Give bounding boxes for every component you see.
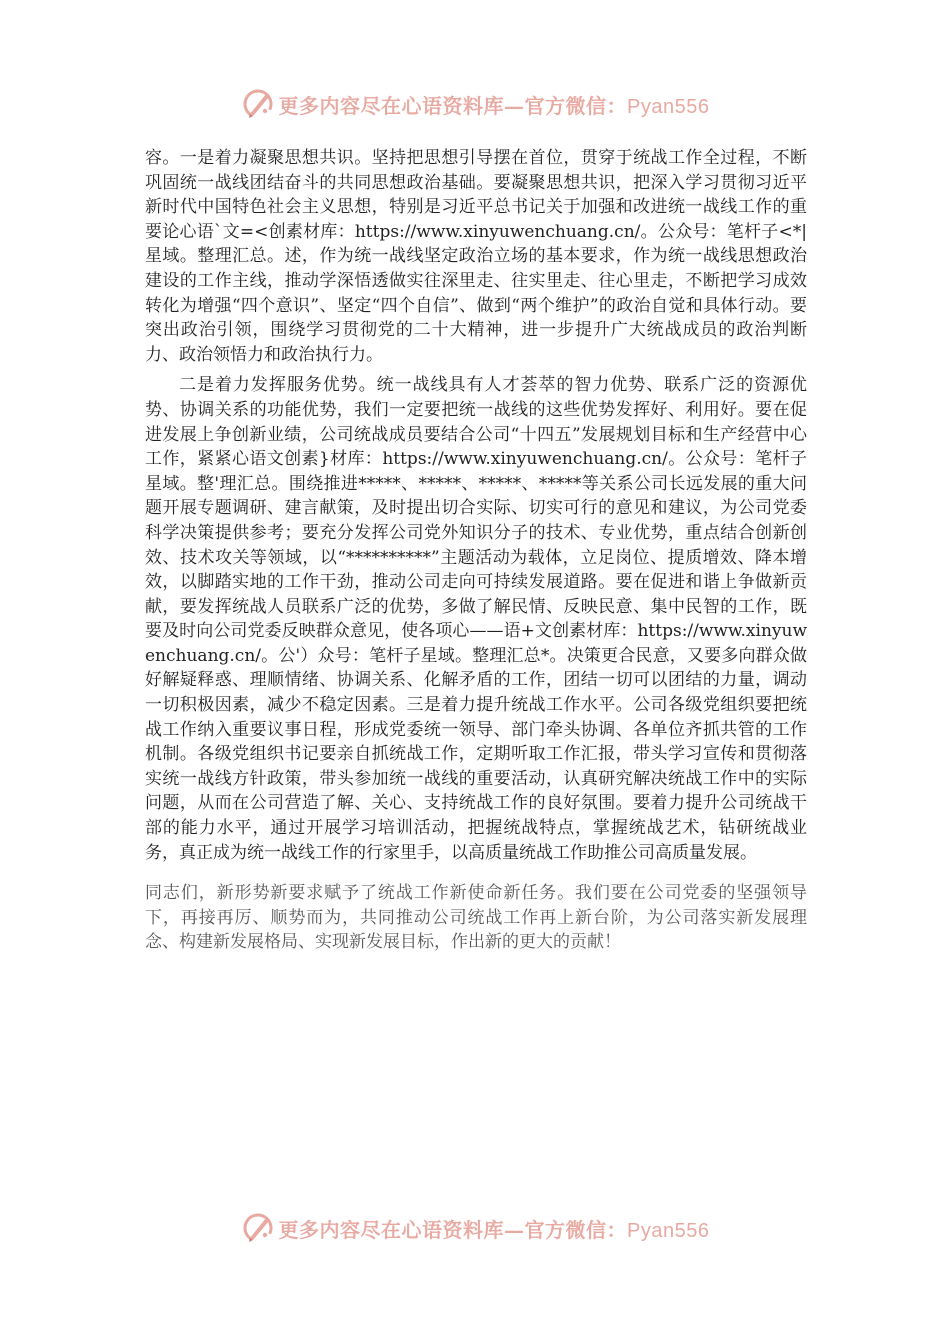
header-wechat-id: Pyan556 <box>627 95 710 118</box>
paragraph-1: 容。一是着力凝聚思想共识。坚持把思想引导摆在首位，贯穿于统战工作全过程，不断巩固统一战线团结奋斗的共同思想政治基础。要凝聚思想共识，把深入学习贯彻习近平新时代中国特色社会主义思想，特别是习近平总书记关于加强和改进统一战线工作的重要论心语`文=<创素材库：https://www.xinyuwenchuang.cn/。公众号：笔杆子<*|星域。整理汇总。述，作为统一战线坚定政治立场的基本要求，作为统一战线思想政治建设的工作主线，推动学深悟透做实往深里走、往实里走、往心里走，不断把学习成效转化为增强“四个意识”、坚定“四个自信”、做到“两个维护”的政治自觉和具体行动。要突出政治引领，围绕学习贯彻党的二十大精神，进一步提升广大统战成员的政治判断力、政治领悟力和政治执行力。 <box>145 148 807 365</box>
paragraph-closing: 同志们，新形势新要求赋予了统战工作新使命新任务。我们要在公司党委的坚强领导下，再接再厉、顺势而为，共同推动公司统战工作再上新台阶，为公司落实新发展理念、构建新发展格局、实现新发展目标，作出新的更大的贡献！ <box>145 883 807 953</box>
header-banner <box>0 84 950 124</box>
footer-banner-text <box>279 1214 710 1243</box>
footer-wechat-id: Pyan556 <box>627 1219 710 1242</box>
header-banner-text <box>279 90 710 119</box>
footer-banner <box>0 1208 950 1248</box>
paragraph-2: 二是着力发挥服务优势。统一战线具有人才荟萃的智力优势、联系广泛的资源优势、协调关系的功能优势，我们一定要把统一战线的这些优势发挥好、利用好。要在促进发展上争创新业绩，公司统战成员要结合公司“十四五”发展规划目标和生产经营中心工作，紧紧心语文创素}材库：https://www.xinyuwenchuang.cn/。公众号：笔杆子星域。整'理汇总。围绕推进*****、*****、*****、*****等关系公司长远发展的重大问题开展专题调研、建言献策，及时提出切合实际、切实可行的意见和建议，为公司党委科学决策提供参考；要充分发挥公司党外知识分子的技术、专业优势，重点结合创新创效、技术攻关等领域，以“**********”主题活动为载体，立足岗位、提质增效、降本增效，以脚踏实地的工作干劲，推动公司走向可持续发展道路。要在促进和谐上争做新贡献，要发挥统战人员联系广泛的优势，多做了解民情、反映民意、集中民智的工作，既要及时向公司党委反映群众意见，使各项心——语+文创素材库：https://www.xinyuwenchuang.cn/。公'）众号：笔杆子星域。整理汇总*。决策更合民意，又要多向群众做好解疑释惑、理顺情绪、协调关系、化解矛盾的工作，团结一切可以团结的力量，调动一切积极因素，减少不稳定因素。三是着力提升统战工作水平。公司各级党组织要把统战工作纳入重要议事日程，形成党委统一领导、部门牵头协调、各单位齐抓共管的工作机制。各级党组织书记要亲自抓统战工作，定期听取工作汇报，带头学习宣传和贯彻落实统一战线方针政策，带头参加统一战线的重要活动，认真研究解决统战工作中的实际问题，从而在公司营造了解、关心、支持统战工作的良好氛围。要着力提升公司统战干部的能力水平，通过开展学习培训活动，把握统战特点，掌握统战艺术，钻研统战业务，真正成为统一战线工作的行家里手，以高质量统战工作助推公司高质量发展。 <box>145 375 807 863</box>
pen-logo-icon <box>241 87 275 121</box>
pen-logo-icon <box>241 1211 275 1245</box>
footer-banner-label: 更多内容尽在心语资料库—官方微信： <box>278 1217 628 1242</box>
document-body <box>145 146 807 955</box>
header-banner-label: 更多内容尽在心语资料库—官方微信： <box>278 93 628 118</box>
